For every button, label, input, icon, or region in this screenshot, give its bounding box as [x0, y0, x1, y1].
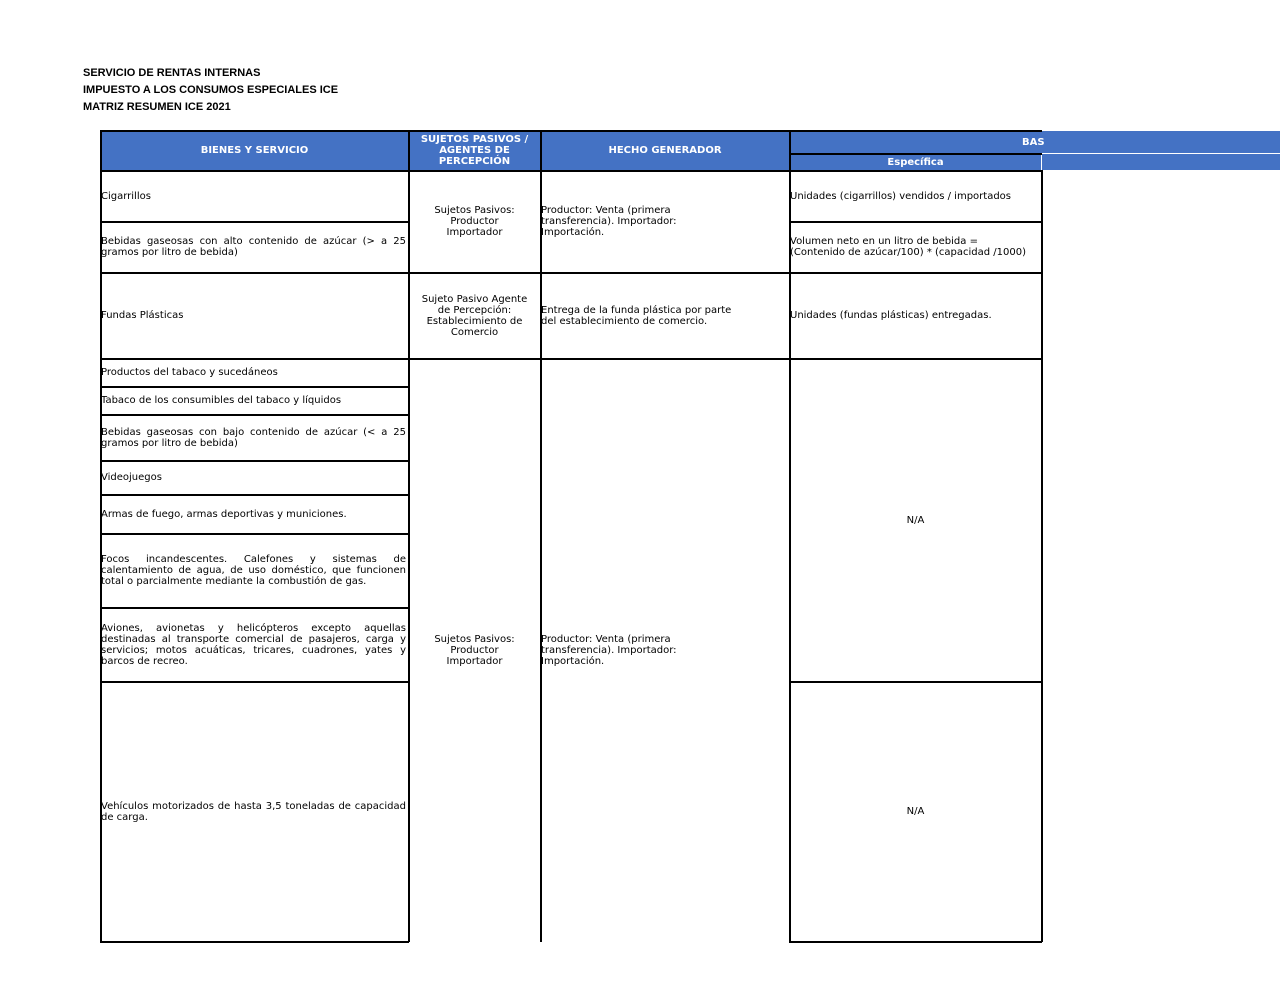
base-bebidas-line2: (Contenido de azúcar/100) * (capacidad /1000) [790, 247, 1027, 258]
row-aviones: Aviones, avionetas y helicópteros excepto aquellas destinadas al transporte comercial de pasajeros, carga y servicios; motos acuáticas, tricares, cuadrones, yates y barcos de recreo. [101, 622, 406, 667]
header-sujetos [409, 131, 540, 170]
grid-line [1041, 170, 1043, 942]
row-bebidas-alto: Bebidas gaseosas con alto contenido de azúcar (> a 25 gramos por litro de bebida) [101, 236, 406, 258]
hecho-group-1: Productor: Venta (primera transferencia). Importador: Importación. [541, 205, 677, 238]
grid-line [789, 153, 1042, 155]
row-vehiculos: Vehículos motorizados de hasta 3,5 toneladas de capacidad de carga. [101, 800, 406, 823]
base-na-2: N/A [906, 806, 925, 817]
grid-line [100, 414, 409, 416]
header-bienes: BIENES Y SERVICIO [101, 131, 408, 170]
title-institution: SERVICIO DE RENTAS INTERNAS [83, 67, 261, 79]
row-videojuegos: Videojuegos [101, 472, 162, 483]
row-armas: Armas de fuego, armas deportivas y municiones. [101, 508, 347, 520]
sujetos-group-3: Sujetos Pasivos: Productor Importador [434, 633, 515, 667]
title-matrix: MATRIZ RESUMEN ICE 2021 [83, 101, 231, 113]
grid-line [100, 130, 1042, 132]
row-cigarrillos: Cigarrillos [101, 190, 151, 202]
grid-line [100, 460, 409, 462]
base-cigarrillos: Unidades (cigarrillos) vendidos / importados [790, 190, 1012, 202]
header-base-label: BAS [1022, 136, 1045, 148]
grid-line [100, 533, 409, 535]
grid-line [789, 221, 1042, 223]
header-hecho: HECHO GENERADOR [541, 131, 789, 170]
base-bebidas [790, 222, 1041, 272]
row-bebidas-bajo: Bebidas gaseosas con bajo contenido de azúcar (< a 25 gramos por litro de bebida) [101, 426, 406, 449]
grid-line [100, 272, 1042, 274]
grid-line [100, 494, 409, 496]
grid-line [789, 681, 1042, 683]
sujetos-group-1: Sujetos Pasivos: Productor Importador [434, 205, 515, 238]
row-tabaco: Productos del tabaco y sucedáneos [101, 367, 278, 378]
base-bebidas-line1: Volumen neto en un litro de bebida = [790, 236, 978, 247]
sujetos-group-2: Sujeto Pasivo Agente de Percepción: Establecimiento de Comercio [421, 293, 528, 338]
grid-line [100, 941, 409, 943]
base-na-1: N/A [906, 514, 925, 526]
hecho-group-2: Entrega de la funda plástica por parte del establecimiento de comercio. [541, 304, 732, 327]
grid-line [100, 386, 409, 388]
row-focos: Focos incandescentes. Calefones y sistemas de calentamiento de agua, de uso doméstico, que funcionen total o parcialmente mediante la combustión de gas. [101, 554, 406, 587]
row-fundas: Fundas Plásticas [101, 310, 184, 321]
header-base-extension [1042, 154, 1280, 170]
base-fundas: Unidades (fundas plásticas) entregadas. [790, 310, 992, 321]
grid-line [100, 358, 1042, 360]
grid-line [100, 170, 1042, 172]
title-tax: IMPUESTO A LOS CONSUMOS ESPECIALES ICE [83, 84, 339, 96]
grid-line [100, 681, 409, 683]
grid-line [100, 607, 409, 609]
grid-line [789, 130, 791, 942]
header-base [790, 131, 1280, 153]
row-consumibles: Tabaco de los consumibles del tabaco y líquidos [101, 395, 342, 406]
grid-line [100, 130, 102, 942]
header-sujetos-label: SUJETOS PASIVOS / AGENTES DE PERCEPCIÓN [420, 134, 529, 167]
hecho-group-3: Productor: Venta (primera transferencia). Importador: Importación. [541, 633, 677, 667]
grid-line [789, 941, 1042, 943]
header-especifica: Específica [790, 154, 1041, 170]
grid-line [408, 130, 410, 942]
grid-line [540, 130, 542, 942]
grid-line [100, 221, 409, 223]
